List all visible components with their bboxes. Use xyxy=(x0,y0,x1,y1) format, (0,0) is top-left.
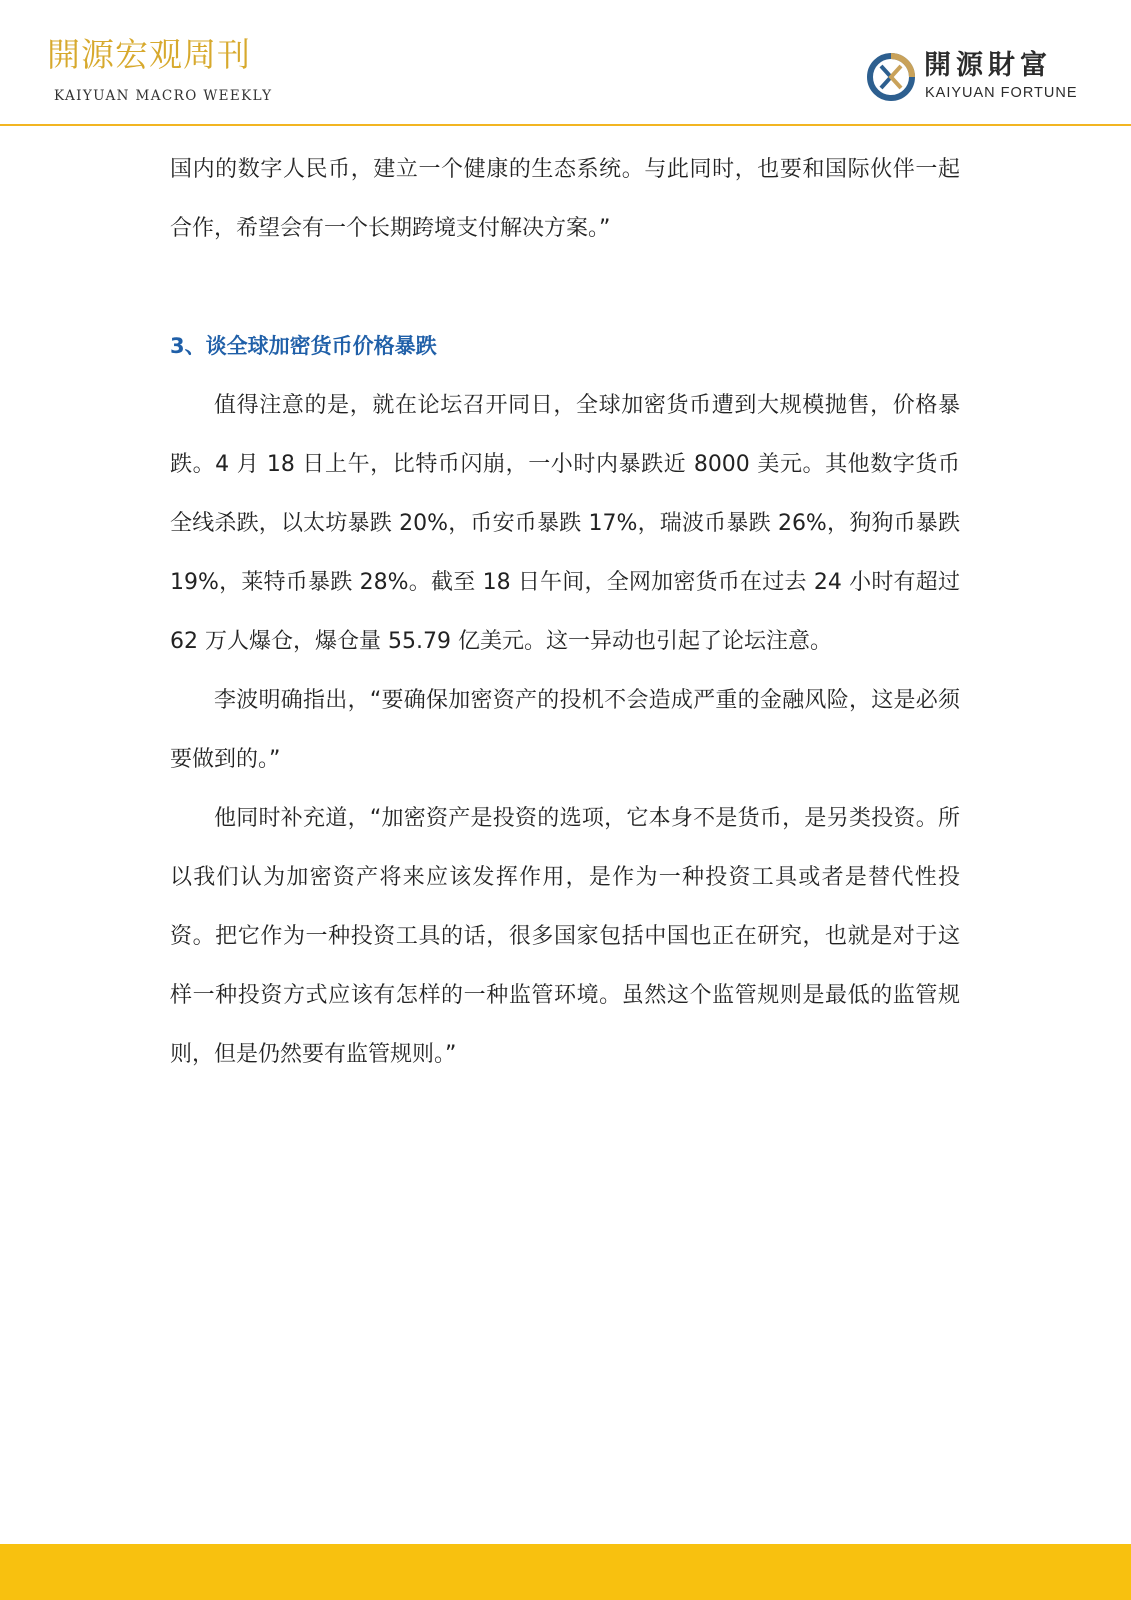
section-heading: 3、谈全球加密货币价格暴跌 xyxy=(170,334,437,358)
brand-logo xyxy=(866,52,1096,112)
body-paragraph: 值得注意的是，就在论坛召开同日，全球加密货币遭到大规模抛售，价格暴跌。4 月 18 日上午，比特币闪崩，一小时内暴跌近 8000 美元。其他数字货币全线杀跌，以太坊暴跌 20%，币安币暴跌 17%，瑞波币暴跌 26%，狗狗币暴跌 19%，莱特币暴跌 28%。截至 18 日午间，全网加密货币在过去 24 小时有超过 62 万人爆仓，爆仓量 55.79 亿美元。这一异动也引起了论坛注意。 xyxy=(170,393,960,654)
header-divider xyxy=(0,124,1131,126)
article-body xyxy=(170,140,960,1084)
body-paragraph: 他同时补充道，“加密资产是投资的选项，它本身不是货币，是另类投资。所以我们认为加密资产将来应该发挥作用，是作为一种投资工具或者是替代性投资。把它作为一种投资工具的话，很多国家包括中国也正在研究，也就是对于这样一种投资方式应该有怎样的一种监管环境。虽然这个监管规则是最低的监管规则，但是仍然要有监管规则。” xyxy=(170,806,960,1067)
footer-band xyxy=(0,1544,1131,1600)
publication-title: 開源宏观周刊 xyxy=(47,35,251,74)
page-header xyxy=(0,0,1131,126)
publication-subtitle: KAIYUAN MACRO WEEKLY xyxy=(54,88,273,104)
logo-name-en: KAIYUAN FORTUNE xyxy=(925,85,1078,101)
logo-name: 開源財富 xyxy=(924,50,1052,81)
intro-paragraph: 国内的数字人民币，建立一个健康的生态系统。与此同时，也要和国际伙伴一起合作，希望会有一个长期跨境支付解决方案。” xyxy=(170,157,960,241)
body-paragraph: 李波明确指出，“要确保加密资产的投机不会造成严重的金融风险，这是必须要做到的。” xyxy=(170,688,960,772)
kaiyuan-logo-icon xyxy=(866,52,916,102)
